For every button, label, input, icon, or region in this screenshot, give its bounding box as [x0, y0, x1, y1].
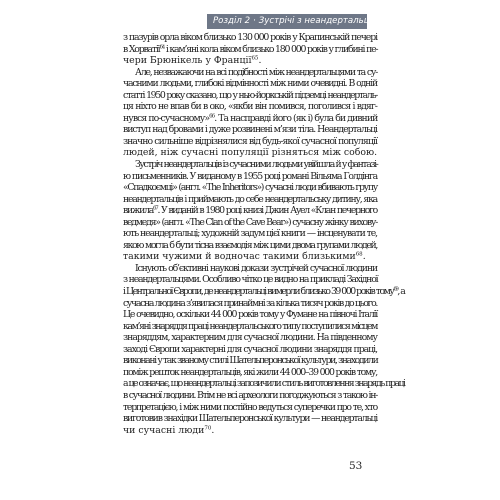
- line-text: ю письменників. У виданому в 1955 році романі Вільяма Голдінга: [123, 170, 377, 182]
- text-line: [123, 32, 377, 44]
- text-line: [123, 378, 405, 390]
- page-number: 53: [349, 460, 363, 472]
- text-line: [123, 240, 377, 252]
- text-line: [123, 332, 377, 344]
- paragraph: [123, 159, 377, 263]
- text-line: [123, 78, 377, 90]
- text-line: [123, 217, 377, 229]
- footnote-ref[interactable]: 68: [355, 251, 363, 258]
- text-line: [123, 425, 377, 437]
- text-line: [123, 390, 377, 402]
- line-text: такими чужими й водночас такими близькими: [123, 251, 356, 263]
- line-text: «Спадкоємці» (англ. «The Inheritors») сучасні люди вбивають групу: [123, 182, 377, 194]
- text-line: [123, 263, 377, 275]
- line-text-after: . У виданій в 1980 році книзі Джин Ауел «Клан печерного: [157, 205, 377, 217]
- line-text: нувся по-сучасному»: [123, 112, 210, 124]
- header-separator: ·: [253, 16, 256, 26]
- text-line: [123, 90, 377, 102]
- text-line: [123, 113, 377, 125]
- line-text: якою могла б бути тісна взаємодія між цими двома групами людей,: [123, 239, 377, 251]
- line-text: виступ над бровами і дуже розвинені м’язи тіла. Неандертальці: [123, 124, 377, 136]
- text-line: [123, 194, 377, 206]
- running-header: [213, 15, 387, 28]
- text-line: [123, 367, 377, 379]
- footnote-ref[interactable]: 70: [204, 425, 212, 432]
- line-text: чери Брюнікель у Франції: [123, 55, 252, 67]
- line-text: з неандертальцями. Особливо чітко це видно на прикладі Західної: [123, 274, 378, 286]
- line-text-after: і кам’яні кола віком близько 180 000 років у глибині пе-: [164, 43, 378, 55]
- text-line: [123, 413, 377, 425]
- text-line: [123, 309, 377, 321]
- text-line: [123, 274, 377, 286]
- text-line: [123, 298, 377, 310]
- line-text: Але, незважаючи на всі подібності між неандертальцями та су-: [135, 66, 377, 78]
- text-line: [123, 101, 377, 113]
- line-text: терпретацією, і між ними постійно ведуться суперечки про те, хто: [123, 401, 377, 413]
- text-line: [123, 124, 377, 136]
- footnote-ref[interactable]: 64: [159, 44, 165, 51]
- text-line: [123, 251, 377, 263]
- line-text: значно сильніше відрізнялися від будь-якої сучасної популяції: [123, 135, 377, 147]
- line-text: ведмедя» (англ. «The Clan of the Cave Bear») сучасну жінку вихову-: [123, 216, 377, 228]
- line-text-after: .: [211, 424, 215, 436]
- line-text: з пазурів орла віком близько 130 000 років у Крапинській печері: [123, 32, 377, 43]
- text-line: [123, 171, 377, 183]
- paragraph: [123, 32, 377, 67]
- paragraph: [123, 262, 405, 436]
- line-text: статті 1950 року сказано, що у нью-йоркській підземці неандерталь-: [123, 89, 377, 101]
- text-line: [123, 228, 377, 240]
- line-text: в Хорватії: [123, 43, 160, 55]
- line-text: заході Європи характерні для сучасної людини знаряддя праці,: [123, 343, 377, 355]
- line-text: людей, ніж сучасні популяції різняться між собою.: [123, 147, 378, 159]
- text-line: [123, 402, 377, 414]
- line-text: Зустріч неандертальців із сучасними людьми увійшла й у фантазі-: [135, 159, 378, 171]
- paragraph: [123, 67, 377, 159]
- line-text: а це означає, що неандертальці запозичили стиль виготовлення знарядь праці: [123, 378, 405, 390]
- footnote-ref[interactable]: 69: [393, 286, 398, 293]
- text-line: [123, 321, 377, 333]
- text-line: [123, 344, 377, 356]
- line-text: вижила: [123, 205, 154, 217]
- line-text: неандертальців і приймають до себе неандертальську дитину, яка: [123, 193, 377, 205]
- text-line: [123, 205, 377, 217]
- text-line: [123, 44, 377, 56]
- text-line: [123, 355, 377, 367]
- line-text: виготовив знахідки Шательперонської культури — неандертальці: [123, 413, 377, 425]
- line-text: в сучасної людини. Втім не всі археологи погоджуються з такою ін-: [123, 389, 377, 401]
- body-text: [123, 32, 405, 436]
- line-text: ця ніхто не впав би в око, «якби він помився, поголився і вдяг-: [123, 101, 377, 113]
- header-section: Розділ 2: [213, 16, 251, 26]
- header-title: Зустрічі з неандертальцями: [258, 16, 387, 26]
- line-text-after: .: [258, 55, 262, 67]
- line-text: часними людьми, глибокі відмінності між ними очевидні. В одній: [123, 78, 377, 90]
- line-text: виконані у так званому стилі Шательперонської культури, знаходили: [123, 355, 378, 367]
- line-text-after: , а: [397, 286, 405, 298]
- line-text: сучасна людина з’явилася принаймні за кілька тисяч років до цього.: [123, 297, 377, 309]
- footnote-ref[interactable]: 65: [251, 55, 259, 62]
- footnote-ref[interactable]: 67: [153, 205, 158, 212]
- text-line: [123, 55, 377, 67]
- text-line: [123, 182, 377, 194]
- text-line: [123, 136, 377, 148]
- line-text: чи сучасні люди: [123, 424, 205, 436]
- line-text: і Центральної Європи, де неандертальці вимерли близько 39 000 років тому: [123, 286, 394, 298]
- line-text: знаряддям, характерним для сучасної людини. На південному: [123, 332, 377, 344]
- line-text: Це очевидно, оскільки 44 000 років тому у Фумане на півночі Італії: [123, 309, 377, 321]
- line-text: Існують об’єктивні наукові докази зустрічей сучасної людини: [135, 262, 377, 274]
- text-line: [123, 147, 377, 159]
- text-line: [123, 286, 405, 298]
- line-text: поміж решток неандертальців, які жили 44 000–39 000 років тому,: [123, 366, 377, 378]
- text-line: [123, 159, 377, 171]
- line-text: кам’яні знаряддя праці неандертальського типу поступилися місцем: [123, 320, 377, 332]
- line-text: ють неандертальці; художній задум цієї книги — інсценувати те,: [123, 228, 377, 240]
- text-line: [123, 67, 377, 79]
- line-text-after: . Та насправді його (як і) була би дивний: [214, 112, 378, 124]
- footnote-ref[interactable]: 66: [209, 113, 215, 120]
- line-text-after: .: [362, 251, 366, 263]
